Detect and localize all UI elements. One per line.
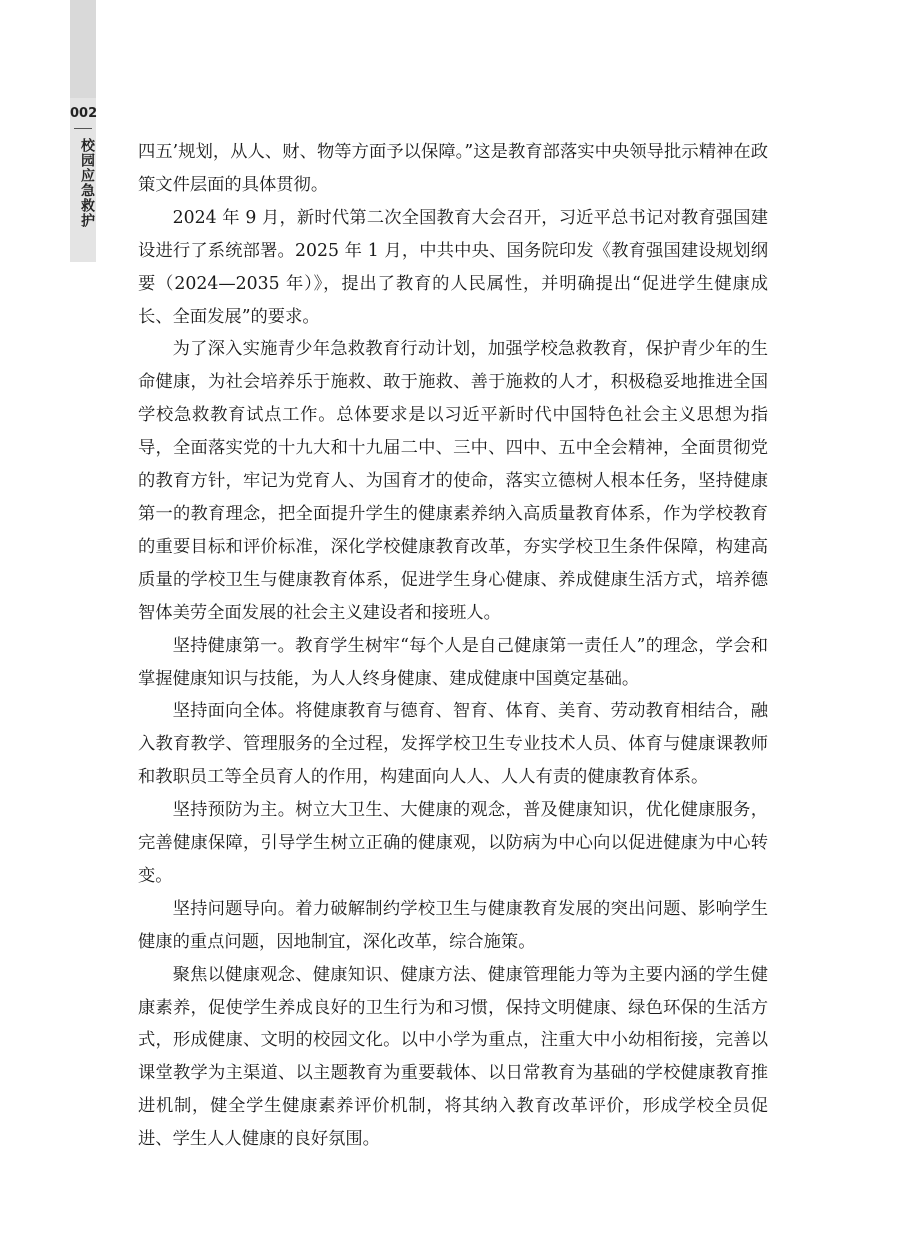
paragraph: 坚持面向全体。将健康教育与德育、智育、体育、美育、劳动教育相结合，融入教育教学、管理服务的全过程，发挥学校卫生专业技术人员、体育与健康课教师和教职员工等全员育人的作用，构建面向人人、人人有责的健康教育体系。: [138, 701, 768, 788]
paragraph: 坚持预防为主。树立大卫生、大健康的观念，普及健康知识，优化健康服务，完善健康保障，引导学生树立正确的健康观，以防病为中心向以促进健康为中心转变。: [138, 800, 768, 886]
side-tab-top: [70, 0, 96, 98]
paragraph: 聚焦以健康观念、健康知识、健康方法、健康管理能力等为主要内涵的学生健康素养，促使学生养成良好的卫生行为和习惯，保持文明健康、绿色环保的生活方式，形成健康、文明的校园文化。以中小学为重点，注重大中小幼相衔接，完善以课堂教学为主渠道、以主题教育为重要载体、以日常教育为基础的学校健康教育推进机制，健全学生健康素养评价机制，将其纳入教育改革评价，形成学校全员促进、学生人人健康的良好氛围。: [138, 964, 768, 1150]
paragraph: 为了深入实施青少年急救教育行动计划，加强学校急救教育，保护青少年的生命健康，为社会培养乐于施救、敢于施救、善于施救的人才，积极稳妥地推进全国学校急救教育试点工作。总体要求是以习近平新时代中国特色社会主义思想为指导，全面落实党的十九大和十九届二中、三中、四中、五中全会精神，全面贯彻党的教育方针，牢记为党育人、为国育才的使命，落实立德树人根本任务，坚持健康第一的教育理念，把全面提升学生的健康素养纳入高质量教育体系，作为学校教育的重要目标和评价标准，深化学校健康教育改革，夯实学校卫生条件保障，构建高质量的学校卫生与健康教育体系，促进学生身心健康、养成健康生活方式，培养德智体美劳全面发展的社会主义建设者和接班人。: [138, 339, 768, 623]
body-text: [138, 136, 768, 1156]
paragraph: 2024 年 9 月，新时代第二次全国教育大会召开，习近平总书记对教育强国建设进行了系统部署。2025 年 1 月，中共中央、国务院印发《教育强国建设规划纲要（2024—2035 年）》，提出了教育的人民属性，并明确提出“促进学生健康成长、全面发展”的要求。: [138, 207, 768, 327]
paragraph: 坚持健康第一。教育学生树牢“每个人是自己健康第一责任人”的理念，学会和掌握健康知识与技能，为人人终身健康、建成健康中国奠定基础。: [138, 635, 768, 689]
page-number-rule: [74, 128, 92, 129]
paragraph: 四五’规划，从人、财、物等方面予以保障。”这是教育部落实中央领导批示精神在政策文件层面的具体贯彻。: [138, 142, 768, 195]
page-number: 002: [70, 106, 98, 121]
paragraph: 坚持问题导向。着力破解制约学校卫生与健康教育发展的突出问题、影响学生健康的重点问题，因地制宜，深化改革，综合施策。: [138, 898, 768, 952]
running-title: 校园应急救护: [79, 138, 95, 228]
